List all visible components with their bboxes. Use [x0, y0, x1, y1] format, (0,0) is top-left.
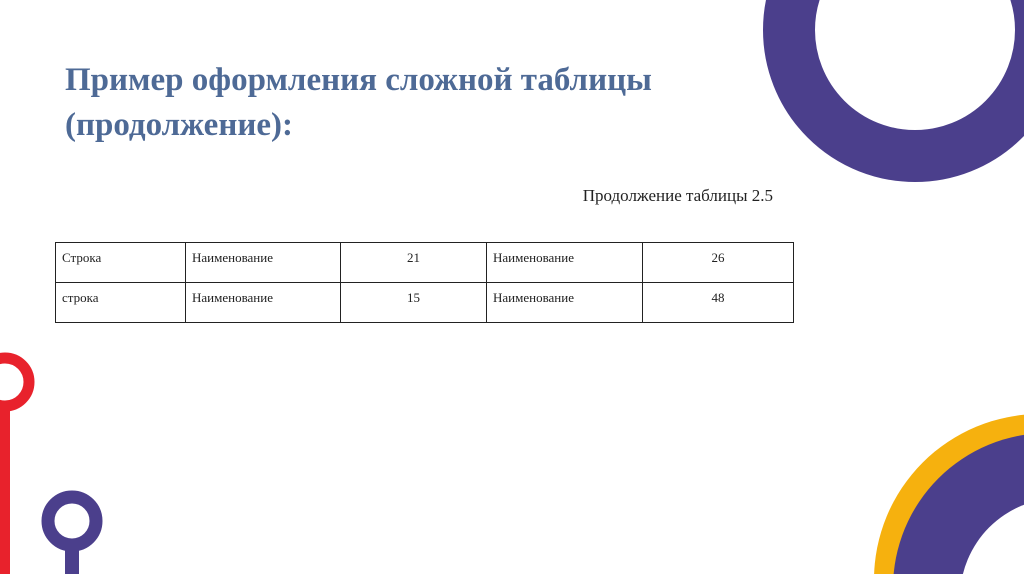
- table-cell: 48: [643, 283, 794, 323]
- table-cell: 26: [643, 243, 794, 283]
- table-cell: строка: [56, 283, 186, 323]
- table-cell: Наименование: [487, 243, 643, 283]
- red-pin-stem: [0, 404, 10, 574]
- purple-ring-top-right: [789, 0, 1024, 156]
- table-caption: Продолжение таблицы 2.5: [582, 186, 773, 205]
- table-cell: 21: [341, 243, 487, 283]
- table-cell: Наименование: [487, 283, 643, 323]
- table-cell: Наименование: [186, 243, 341, 283]
- title-line-1: Пример оформления сложной таблицы: [65, 62, 652, 98]
- red-pin-ring: [0, 358, 29, 406]
- table-cell: Наименование: [186, 283, 341, 323]
- table-row: [56, 283, 794, 323]
- data-table: [55, 242, 794, 323]
- table-cell: Строка: [56, 243, 186, 283]
- table-row: [56, 243, 794, 283]
- slide-title: [65, 58, 765, 148]
- table-cell: 15: [341, 283, 487, 323]
- title-line-2: (продолжение):: [65, 107, 293, 143]
- purple-pin-ring: [48, 497, 96, 545]
- purple-pin-stem: [65, 543, 79, 574]
